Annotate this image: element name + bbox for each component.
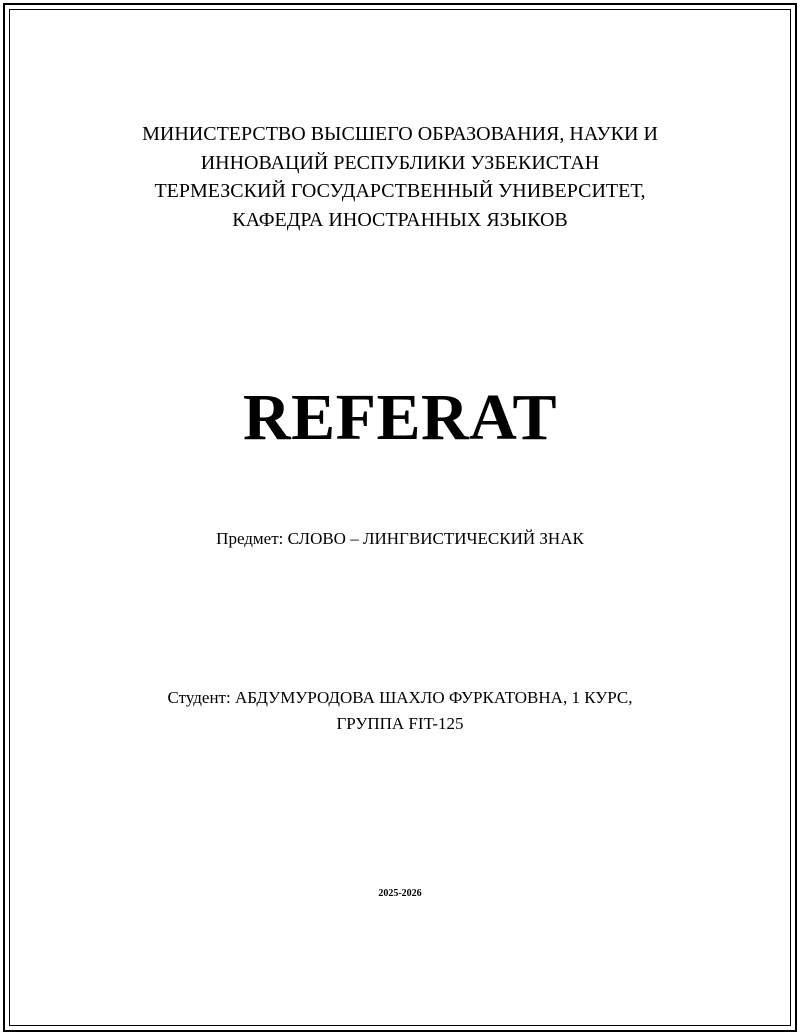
header-line-4: КАФЕДРА ИНОСТРАННЫХ ЯЗЫКОВ [232,208,568,231]
header-line-2: ИННОВАЦИЙ РЕСПУБЛИКИ УЗБЕКИСТАН [200,151,600,174]
header-line-1: МИНИСТЕРСТВО ВЫСШЕГО ОБРАЗОВАНИЯ, НАУКИ И [142,123,658,145]
header-line-3: ТЕРМЕЗСКИЙ ГОСУДАРСТВЕННЫЙ УНИВЕРСИТЕТ, [154,180,646,202]
student-line-1: Студент: АБДУМУРОДОВА ШАХЛО ФУРКАТОВНА, 1 КУРС, [167,688,633,707]
subject-line: Предмет: СЛОВО – ЛИНГВИСТИЧЕСКИЙ ЗНАК [216,529,584,548]
student-info [0,685,800,737]
institution-header [0,120,800,234]
student-line-2: ГРУППА FIT-125 [336,714,464,733]
academic-year: 2025-2026 [378,888,422,899]
document-title: REFERAT [243,381,557,454]
